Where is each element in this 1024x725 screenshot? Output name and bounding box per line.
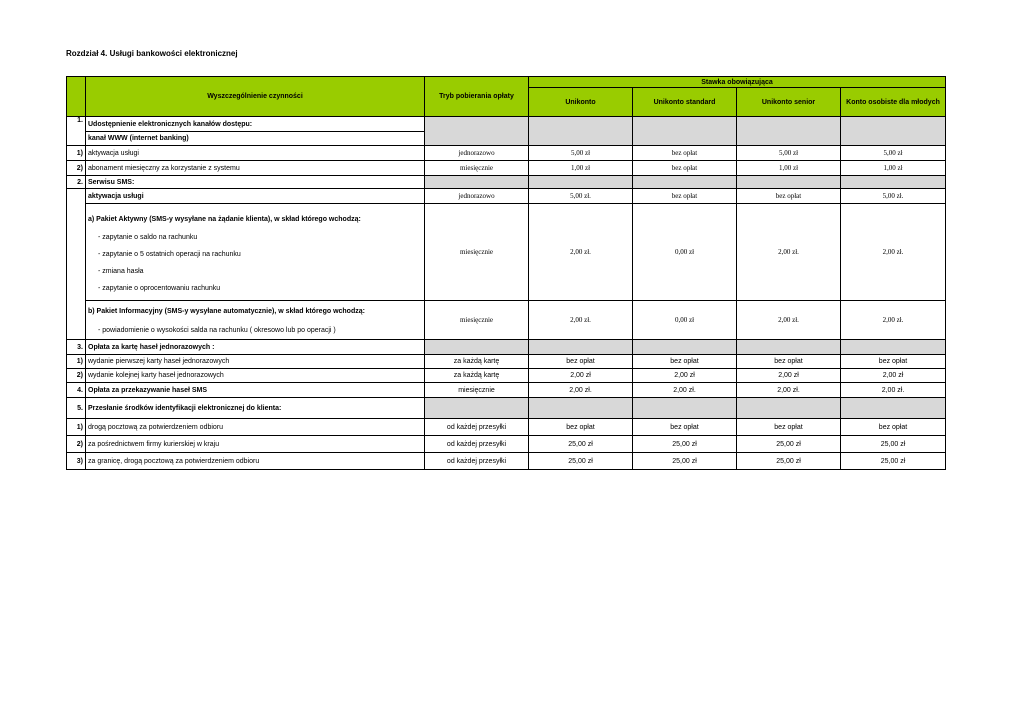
- row-number: 2): [67, 436, 86, 453]
- row-mode: od każdej przesyłki: [425, 419, 529, 436]
- section-title: Przesłanie środków identyfikacji elektronicznej do klienta:: [86, 398, 425, 419]
- section-title: Opłata za kartę haseł jednorazowych :: [86, 340, 425, 355]
- empty-cell: [633, 117, 737, 146]
- row-value-unikonto: 2,00 zł: [529, 369, 633, 383]
- row-value-konto-mlodych: 5,00 zł.: [841, 189, 946, 204]
- package-item: - zmiana hasła: [98, 268, 144, 276]
- row-mode: od każdej przesyłki: [425, 436, 529, 453]
- row-value-unikonto-standard: bez opłat: [633, 355, 737, 369]
- row-value-unikonto-senior: 2,00 zł.: [737, 204, 841, 301]
- row-description: za pośrednictwem firmy kurierskiej w kraju: [86, 436, 425, 453]
- empty-cell: [425, 340, 529, 355]
- empty-cell: [425, 398, 529, 419]
- section-number: 1.: [67, 117, 86, 146]
- row-mode: jednorazowo: [425, 189, 529, 204]
- header-mode: Tryb pobierania opłaty: [425, 77, 529, 117]
- row-value-unikonto-senior: 25,00 zł: [737, 453, 841, 470]
- empty-cell: [841, 398, 946, 419]
- empty-cell: [737, 398, 841, 419]
- row-number: 2): [67, 161, 86, 176]
- row-value-konto-mlodych: 1,00 zł: [841, 161, 946, 176]
- header-col-unikonto-senior: Unikonto senior: [737, 88, 841, 117]
- empty-cell: [633, 398, 737, 419]
- row-value-unikonto-standard: 25,00 zł: [633, 453, 737, 470]
- row-value-unikonto-senior: 25,00 zł: [737, 436, 841, 453]
- row-value-unikonto-standard: 0,00 zł: [633, 301, 737, 340]
- empty-cell: [529, 176, 633, 189]
- empty-cell: [737, 117, 841, 146]
- package-item: - zapytanie o saldo na rachunku: [98, 234, 198, 242]
- row-value-unikonto-standard: bez opłat: [633, 146, 737, 161]
- row-mode: miesięcznie: [425, 301, 529, 340]
- table-row: [67, 369, 946, 383]
- header-col-konto-mlodych: Konto osobiste dla młodych: [841, 88, 946, 117]
- package-title: b) Pakiet Informacyjny (SMS-y wysyłane automatycznie), w skład którego wchodzą:: [88, 308, 365, 315]
- section-row: [67, 340, 946, 355]
- table-row: [67, 301, 946, 340]
- section-number: 5.: [67, 398, 86, 419]
- row-mode: miesięcznie: [425, 161, 529, 176]
- row-description: za granicę, drogą pocztową za potwierdzeniem odbioru: [86, 453, 425, 470]
- row-value-unikonto-standard: bez opłat: [633, 161, 737, 176]
- row-value-unikonto: 2,00 zł.: [529, 301, 633, 340]
- table-row: [67, 355, 946, 369]
- row-value-unikonto-standard: bez opłat: [633, 189, 737, 204]
- header-rates: Stawka obowiązująca: [529, 77, 946, 88]
- section-row: [67, 398, 946, 419]
- row-value-unikonto: 25,00 zł: [529, 436, 633, 453]
- row-value-unikonto: 5,00 zł: [529, 146, 633, 161]
- empty-cell: [529, 340, 633, 355]
- row-value-konto-mlodych: 5,00 zł: [841, 146, 946, 161]
- document-title: Rozdział 4. Usługi bankowości elektronicznej: [66, 49, 238, 58]
- row-description: aktywacja usługi: [86, 189, 425, 204]
- section-title: Udostępnienie elektronicznych kanałów dostępu:: [86, 117, 425, 132]
- section-subtitle: kanał WWW (internet banking): [86, 132, 425, 146]
- row-value-unikonto: bez opłat: [529, 355, 633, 369]
- empty-cell: [425, 176, 529, 189]
- header-col-unikonto: Unikonto: [529, 88, 633, 117]
- row-value-konto-mlodych: 2,00 zł.: [841, 301, 946, 340]
- row-value-unikonto: 25,00 zł: [529, 453, 633, 470]
- section-number: 4.: [67, 383, 86, 398]
- row-description: abonament miesięczny za korzystanie z systemu: [86, 161, 425, 176]
- row-value-unikonto-senior: 2,00 zł.: [737, 301, 841, 340]
- fee-table: [66, 76, 946, 470]
- table-row: [67, 436, 946, 453]
- row-value-unikonto-senior: bez opłat: [737, 419, 841, 436]
- row-description: aktywacja usługi: [86, 146, 425, 161]
- table-row: [67, 419, 946, 436]
- row-mode: miesięcznie: [425, 383, 529, 398]
- row-value-konto-mlodych: 2,00 zł.: [841, 204, 946, 301]
- row-number: [67, 189, 86, 340]
- row-value-konto-mlodych: 2,00 zł.: [841, 383, 946, 398]
- row-mode: za każdą kartę: [425, 369, 529, 383]
- empty-cell: [633, 176, 737, 189]
- package-item: - zapytanie o oprocentowaniu rachunku: [98, 285, 221, 293]
- row-value-unikonto-standard: 2,00 zł: [633, 369, 737, 383]
- row-value-unikonto-standard: bez opłat: [633, 419, 737, 436]
- row-value-unikonto-senior: bez opłat: [737, 189, 841, 204]
- row-number: 3): [67, 453, 86, 470]
- row-value-unikonto: bez opłat: [529, 419, 633, 436]
- row-number: 2): [67, 369, 86, 383]
- section-row: [67, 176, 946, 189]
- row-value-unikonto: 1,00 zł: [529, 161, 633, 176]
- row-description: wydanie pierwszej karty haseł jednorazowych: [86, 355, 425, 369]
- row-value-unikonto-senior: 2,00 zł: [737, 369, 841, 383]
- row-mode: jednorazowo: [425, 146, 529, 161]
- header-description: Wyszczególnienie czynności: [86, 77, 425, 117]
- row-value-konto-mlodych: bez opłat: [841, 419, 946, 436]
- empty-cell: [841, 176, 946, 189]
- empty-cell: [841, 117, 946, 146]
- row-value-unikonto-senior: 5,00 zł: [737, 146, 841, 161]
- row-value-unikonto-standard: 0,00 zł: [633, 204, 737, 301]
- row-number: 1): [67, 146, 86, 161]
- package-item: - powiadomienie o wysokości salda na rachunku ( okresowo lub po operacji ): [98, 327, 336, 334]
- section-title: Opłata za przekazywanie haseł SMS: [86, 383, 425, 398]
- empty-cell: [737, 176, 841, 189]
- section-number: 2.: [67, 176, 86, 189]
- table-row: [67, 189, 946, 204]
- row-number: 1): [67, 419, 86, 436]
- row-value-unikonto: 2,00 zł.: [529, 383, 633, 398]
- table-row: [67, 161, 946, 176]
- row-value-unikonto-standard: 2,00 zł.: [633, 383, 737, 398]
- empty-cell: [425, 117, 529, 146]
- empty-cell: [841, 340, 946, 355]
- package-informacyjny: [86, 301, 425, 340]
- row-value-unikonto-senior: 1,00 zł: [737, 161, 841, 176]
- row-value-unikonto-standard: 25,00 zł: [633, 436, 737, 453]
- row-description: drogą pocztową za potwierdzeniem odbioru: [86, 419, 425, 436]
- row-value-konto-mlodych: bez opłat: [841, 355, 946, 369]
- package-item: - zapytanie o 5 ostatnich operacji na rachunku: [98, 251, 241, 259]
- row-value-konto-mlodych: 25,00 zł: [841, 453, 946, 470]
- section-number: 3.: [67, 340, 86, 355]
- section-row: [67, 383, 946, 398]
- section-title: Serwisu SMS:: [86, 176, 425, 189]
- empty-cell: [529, 398, 633, 419]
- row-number: 1): [67, 355, 86, 369]
- row-value-unikonto: 2,00 zł.: [529, 204, 633, 301]
- package-aktywny: [86, 204, 425, 301]
- table-row: [67, 204, 946, 301]
- table-row: [67, 146, 946, 161]
- empty-cell: [737, 340, 841, 355]
- row-value-unikonto: 5,00 zł.: [529, 189, 633, 204]
- row-value-konto-mlodych: 25,00 zł: [841, 436, 946, 453]
- row-value-unikonto-senior: bez opłat: [737, 355, 841, 369]
- package-title: a) Pakiet Aktywny (SMS-y wysyłane na żądanie klienta), w skład którego wchodzą:: [88, 215, 361, 223]
- empty-cell: [633, 340, 737, 355]
- row-description: wydanie kolejnej karty haseł jednorazowych: [86, 369, 425, 383]
- header-number-cell: [67, 77, 86, 117]
- empty-cell: [529, 117, 633, 146]
- row-mode: od każdej przesyłki: [425, 453, 529, 470]
- row-mode: za każdą kartę: [425, 355, 529, 369]
- table-row: [67, 453, 946, 470]
- header-col-unikonto-standard: Unikonto standard: [633, 88, 737, 117]
- row-value-konto-mlodych: 2,00 zł: [841, 369, 946, 383]
- row-value-unikonto-senior: 2,00 zł.: [737, 383, 841, 398]
- row-mode: miesięcznie: [425, 204, 529, 301]
